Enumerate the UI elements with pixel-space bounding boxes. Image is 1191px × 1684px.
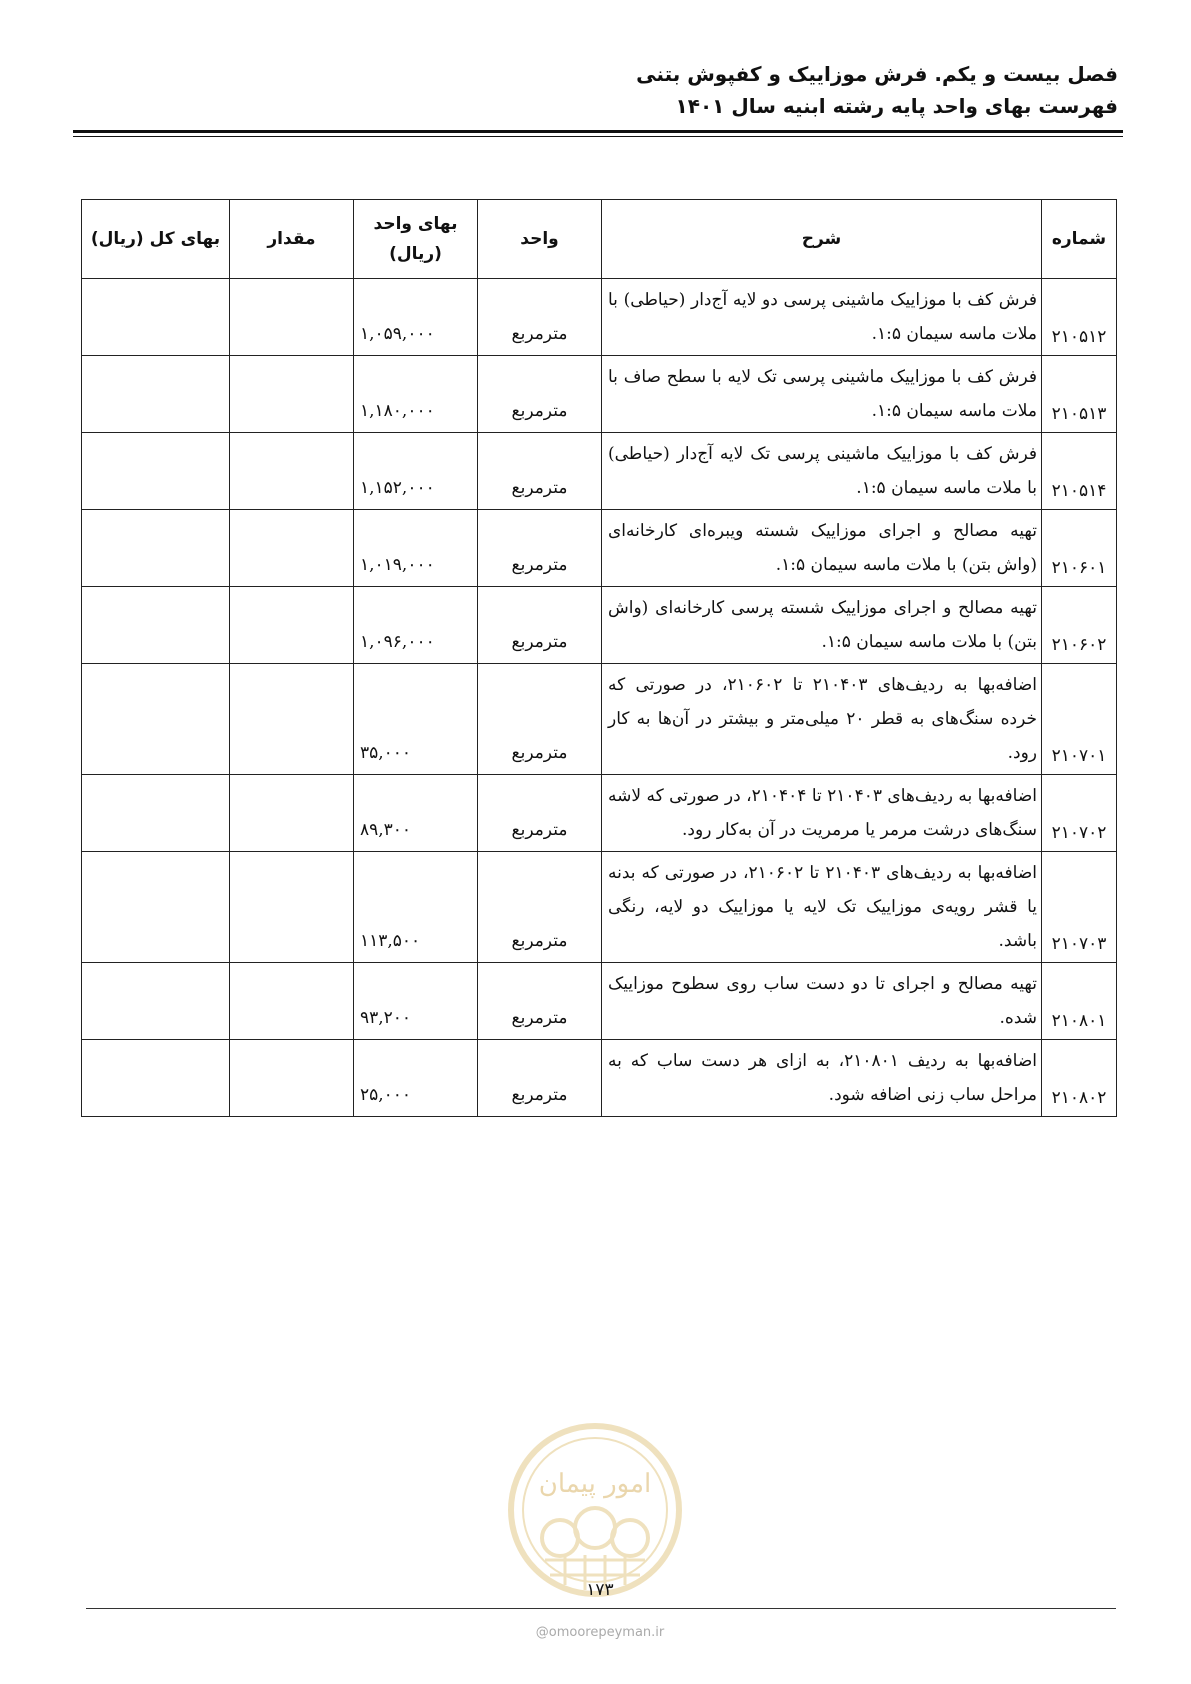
header-unit-price-currency: (ریال)	[389, 244, 442, 264]
row-unit-price: ۱,۱۸۰,۰۰۰	[354, 356, 478, 433]
row-unit: مترمربع	[478, 775, 602, 852]
website-watermark: @omoorepeyman.ir	[535, 1625, 665, 1640]
table-row	[82, 963, 1117, 1040]
header-unit: واحد	[478, 200, 602, 279]
table-row	[82, 775, 1117, 852]
row-description: اضافه‌بها به ردیف ۲۱۰۸۰۱، به ازای هر دست ساب که به مراحل ساب زنی اضافه شود.	[602, 1040, 1042, 1117]
table-row	[82, 279, 1117, 356]
row-unit: مترمربع	[478, 279, 602, 356]
row-unit-price: ۱۱۳,۵۰۰	[354, 852, 478, 963]
table-row	[82, 587, 1117, 664]
row-unit: مترمربع	[478, 510, 602, 587]
row-total-price	[82, 587, 230, 664]
row-description: فرش کف با موزاییک ماشینی پرسی تک لایه آج‌دار (حیاطی) با ملات ماسه سیمان ۱:۵.	[602, 433, 1042, 510]
table-row	[82, 510, 1117, 587]
row-code: ۲۱۰۶۰۱	[1042, 510, 1117, 587]
row-total-price	[82, 279, 230, 356]
row-unit-price: ۸۹,۳۰۰	[354, 775, 478, 852]
row-total-price	[82, 510, 230, 587]
row-code: ۲۱۰۶۰۲	[1042, 587, 1117, 664]
row-unit: مترمربع	[478, 852, 602, 963]
chapter-title: فصل بیست و یکم. فرش موزاییک و کفپوش بتنی	[636, 62, 1118, 86]
row-description: تهیه مصالح و اجرای موزاییک شسته ویبره‌ای کارخانه‌ای (واش بتن) با ملات ماسه سیمان ۱:۵.	[602, 510, 1042, 587]
seal-lettering: امور پیمان	[538, 1469, 652, 1499]
row-description: اضافه‌بها به ردیف‌های ۲۱۰۴۰۳ تا ۲۱۰۴۰۴، در صورتی که لاشه سنگ‌های درشت مرمر یا مرمریت در آن به‌کار رود.	[602, 775, 1042, 852]
row-total-price	[82, 664, 230, 775]
header-description: شرح	[602, 200, 1042, 279]
row-unit-price: ۳۵,۰۰۰	[354, 664, 478, 775]
row-unit-price: ۱,۱۵۲,۰۰۰	[354, 433, 478, 510]
price-list-title: فهرست بهای واحد پایه رشته ابنیه سال ۱۴۰۱	[675, 94, 1118, 118]
header-unit-price	[354, 200, 478, 279]
table-row	[82, 356, 1117, 433]
row-quantity	[230, 775, 354, 852]
row-description: فرش کف با موزاییک ماشینی پرسی دو لایه آج‌دار (حیاطی) با ملات ماسه سیمان ۱:۵.	[602, 279, 1042, 356]
row-total-price	[82, 356, 230, 433]
row-total-price	[82, 433, 230, 510]
row-unit: مترمربع	[478, 963, 602, 1040]
table-row	[82, 664, 1117, 775]
page-number: ۱۷۳	[586, 1580, 614, 1600]
price-table	[81, 199, 1117, 1117]
row-code: ۲۱۰۸۰۱	[1042, 963, 1117, 1040]
row-unit: مترمربع	[478, 356, 602, 433]
row-unit: مترمربع	[478, 433, 602, 510]
row-unit-price: ۹۳,۲۰۰	[354, 963, 478, 1040]
row-code: ۲۱۰۷۰۳	[1042, 852, 1117, 963]
row-code: ۲۱۰۵۱۴	[1042, 433, 1117, 510]
row-quantity	[230, 587, 354, 664]
table-row	[82, 433, 1117, 510]
row-code: ۲۱۰۸۰۲	[1042, 1040, 1117, 1117]
table-row	[82, 852, 1117, 963]
omoorepeyman-seal-logo	[505, 1420, 685, 1605]
header-quantity: مقدار	[230, 200, 354, 279]
header-rule-thin	[73, 136, 1123, 137]
row-unit-price: ۱,۰۱۹,۰۰۰	[354, 510, 478, 587]
row-description: فرش کف با موزاییک ماشینی پرسی تک لایه با سطح صاف با ملات ماسه سیمان ۱:۵.	[602, 356, 1042, 433]
footer-rule	[86, 1608, 1116, 1609]
row-total-price	[82, 963, 230, 1040]
row-quantity	[230, 433, 354, 510]
row-unit-price: ۲۵,۰۰۰	[354, 1040, 478, 1117]
row-unit-price: ۱,۰۹۶,۰۰۰	[354, 587, 478, 664]
row-quantity	[230, 510, 354, 587]
header-rule-thick	[73, 130, 1123, 133]
row-quantity	[230, 852, 354, 963]
row-quantity	[230, 356, 354, 433]
row-unit: مترمربع	[478, 664, 602, 775]
header-total: بهای کل (ریال)	[82, 200, 230, 279]
row-unit-price: ۱,۰۵۹,۰۰۰	[354, 279, 478, 356]
table-row	[82, 1040, 1117, 1117]
row-description: تهیه مصالح و اجرای تا دو دست ساب روی سطوح موزاییک شده.	[602, 963, 1042, 1040]
row-code: ۲۱۰۵۱۳	[1042, 356, 1117, 433]
row-total-price	[82, 852, 230, 963]
row-total-price	[82, 1040, 230, 1117]
header-code: شماره	[1042, 200, 1117, 279]
row-quantity	[230, 279, 354, 356]
header-unit-price-label: بهای واحد	[373, 214, 458, 234]
row-description: اضافه‌بها به ردیف‌های ۲۱۰۴۰۳ تا ۲۱۰۶۰۲، در صورتی که خرده سنگ‌های به قطر ۲۰ میلی‌متر و بیشتر در آن‌ها به کار رود.	[602, 664, 1042, 775]
row-quantity	[230, 664, 354, 775]
table-header-row	[82, 200, 1117, 279]
row-description: تهیه مصالح و اجرای موزاییک شسته پرسی کارخانه‌ای (واش بتن) با ملات ماسه سیمان ۱:۵.	[602, 587, 1042, 664]
page-header	[68, 58, 1118, 122]
row-code: ۲۱۰۷۰۱	[1042, 664, 1117, 775]
row-total-price	[82, 775, 230, 852]
row-quantity	[230, 1040, 354, 1117]
row-description: اضافه‌بها به ردیف‌های ۲۱۰۴۰۳ تا ۲۱۰۶۰۲، در صورتی که بدنه یا قشر رویه‌ی موزاییک تک لایه یا موزاییک دو لایه، رنگی باشد.	[602, 852, 1042, 963]
table-body	[82, 279, 1117, 1117]
row-quantity	[230, 963, 354, 1040]
row-unit: مترمربع	[478, 1040, 602, 1117]
row-code: ۲۱۰۵۱۲	[1042, 279, 1117, 356]
row-code: ۲۱۰۷۰۲	[1042, 775, 1117, 852]
row-unit: مترمربع	[478, 587, 602, 664]
